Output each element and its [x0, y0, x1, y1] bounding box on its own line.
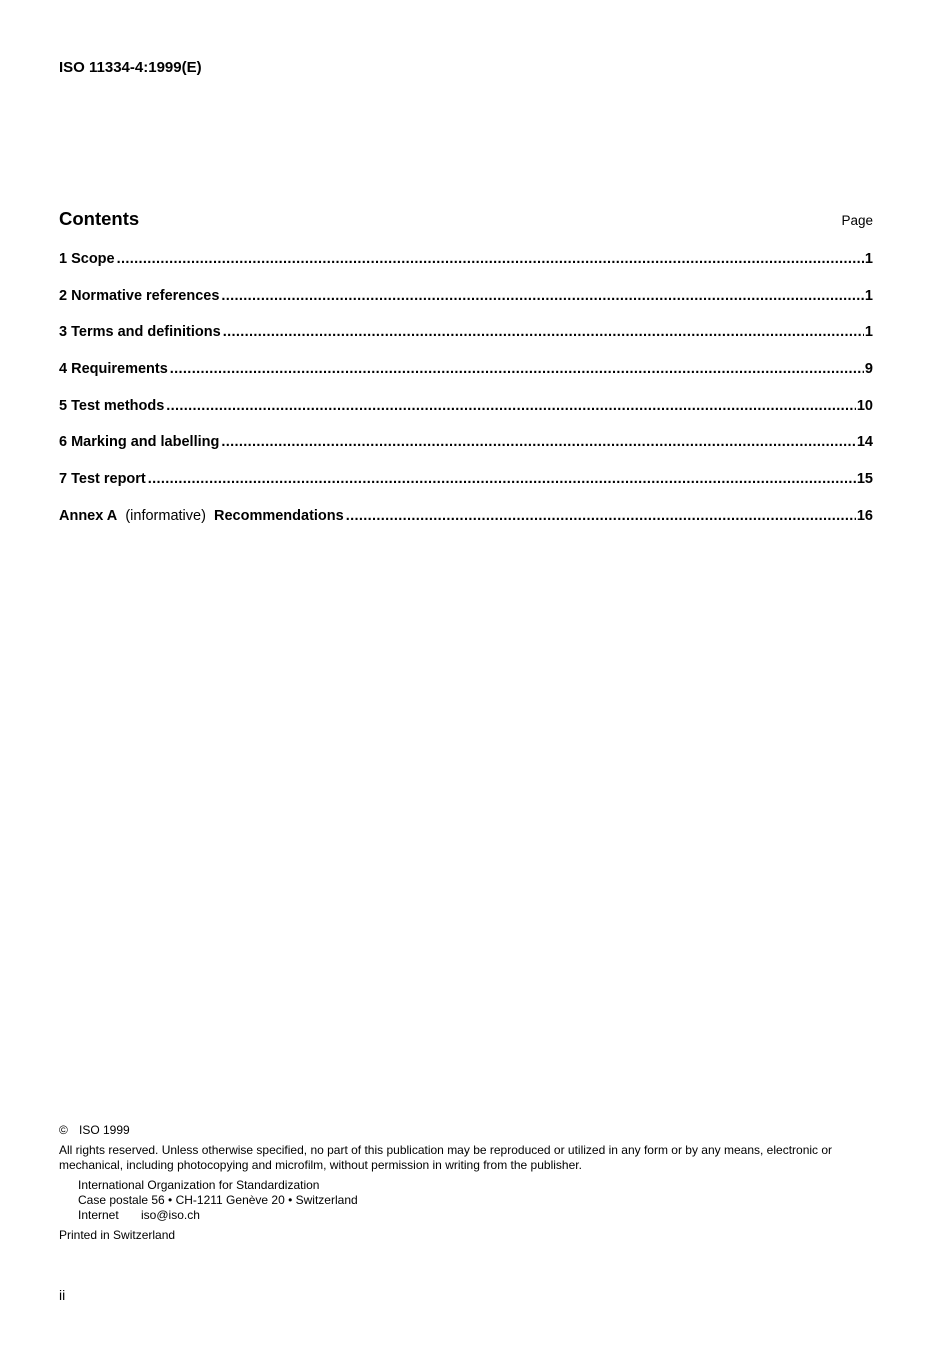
- toc-leader-dots: [223, 324, 864, 340]
- toc-leader-dots: [221, 288, 864, 304]
- contents-heading-row: [59, 208, 873, 230]
- table-of-contents: [59, 251, 873, 545]
- page-column-label: Page: [841, 213, 873, 228]
- toc-entry-requirements[interactable]: [59, 361, 873, 398]
- toc-entry-terms-and-definitions[interactable]: [59, 324, 873, 361]
- toc-entry-test-report[interactable]: [59, 471, 873, 508]
- annex-note: (informative): [125, 507, 206, 524]
- internet-label: Internet: [78, 1208, 119, 1222]
- rights-statement: All rights reserved. Unless otherwise specified, no part of this publication may be reproduced or utilized in any form or by any means, electronic or mechanical, including photocopying and microfilm, without permission in writing from the publisher.: [59, 1143, 833, 1172]
- toc-entry-label: 1 Scope: [59, 251, 115, 267]
- toc-leader-dots: [148, 471, 856, 487]
- toc-entry-page: 14: [856, 434, 873, 451]
- toc-leader-dots: [221, 434, 856, 450]
- email-link[interactable]: iso@iso.ch: [141, 1208, 200, 1222]
- toc-leader-dots: [166, 398, 856, 414]
- toc-entry-normative-references[interactable]: [59, 288, 873, 325]
- toc-entry-label: 7 Test report: [59, 471, 146, 488]
- postal-address: Case postale 56 • CH-1211 Genève 20 • Switzerland: [78, 1193, 358, 1207]
- annex-prefix: Annex A: [59, 507, 118, 524]
- page-number: ii: [59, 1287, 66, 1303]
- printed-in-line: Printed in Switzerland: [59, 1228, 176, 1242]
- copyright-line: [59, 1123, 875, 1138]
- toc-entry-page: 9: [864, 361, 873, 378]
- toc-entry-label: 5 Test methods: [59, 397, 165, 414]
- annex-title: Recommendations: [213, 507, 344, 524]
- copyright-footer: [59, 1123, 875, 1243]
- toc-entry-label: 6 Marking and labelling: [59, 434, 220, 451]
- toc-entry-scope[interactable]: [59, 251, 873, 288]
- toc-entry-label: [59, 508, 346, 524]
- toc-leader-dots: [346, 508, 856, 524]
- toc-entry-page: 15: [856, 471, 873, 488]
- internet-line: [78, 1208, 875, 1223]
- toc-entry-page: 1: [864, 251, 873, 267]
- copyright-text: ISO 1999: [79, 1123, 130, 1137]
- toc-entry-label: 3 Terms and definitions: [59, 324, 221, 341]
- contents-title: Contents: [59, 208, 140, 229]
- toc-leader-dots: [117, 251, 864, 267]
- toc-entry-page: 16: [856, 507, 873, 524]
- toc-entry-page: 1: [864, 324, 873, 341]
- toc-entry-marking-and-labelling[interactable]: [59, 434, 873, 471]
- toc-entry-annex-a[interactable]: [59, 508, 873, 545]
- toc-entry-page: 1: [864, 287, 873, 304]
- toc-leader-dots: [170, 361, 864, 377]
- toc-entry-label: 2 Normative references: [59, 287, 220, 304]
- toc-entry-label: 4 Requirements: [59, 361, 168, 378]
- copyright-symbol: ©: [59, 1123, 68, 1137]
- organization-address: [78, 1178, 875, 1223]
- toc-entry-test-methods[interactable]: [59, 398, 873, 435]
- organization-name: International Organization for Standardization: [78, 1178, 320, 1192]
- document-id-header: ISO 11334-4:1999(E): [59, 59, 202, 76]
- toc-entry-page: 10: [856, 397, 873, 414]
